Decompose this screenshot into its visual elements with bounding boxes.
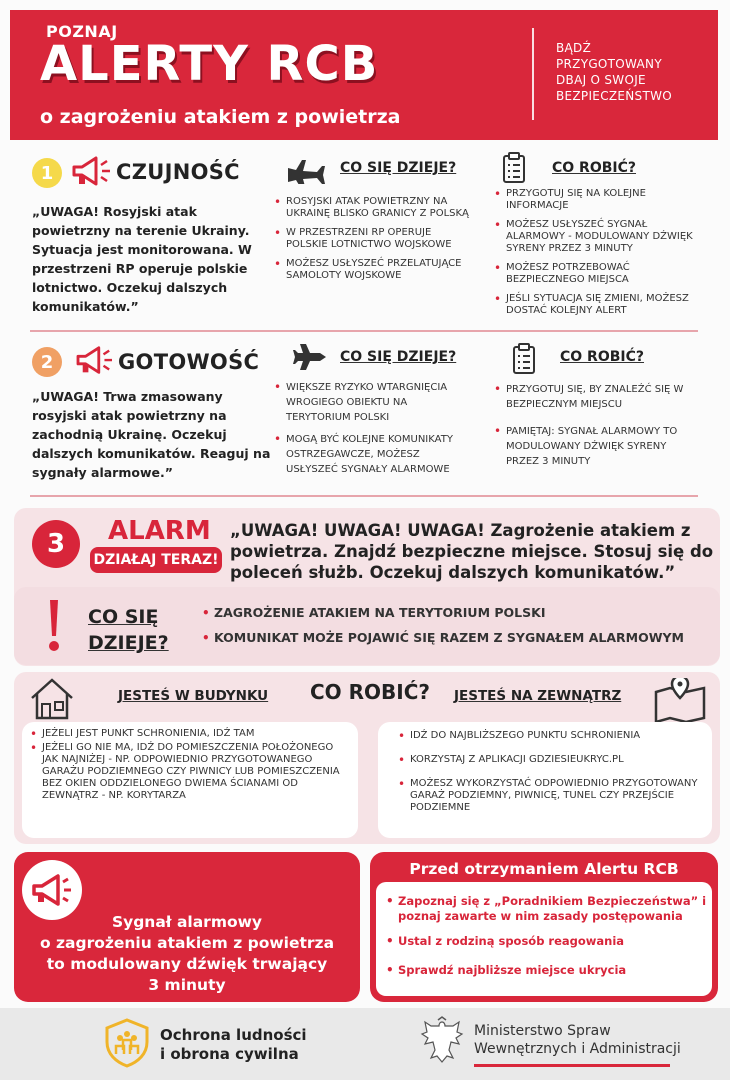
- header-subtitle: o zagrożeniu atakiem z powietrza: [40, 106, 401, 128]
- ministry-name: [474, 1022, 681, 1058]
- civil-protection-name: [160, 1026, 307, 1064]
- level3-what-heading: [88, 604, 169, 656]
- megaphone-icon: [74, 344, 116, 378]
- civil-protection-logo-icon: [104, 1018, 150, 1068]
- footer-line: Ochrona ludności: [160, 1026, 307, 1044]
- airplane-icon: [286, 156, 332, 184]
- signal-line: 3 minuty: [148, 976, 226, 994]
- signal-line: o zagrożeniu atakiem z powietrza: [39, 934, 335, 952]
- level2-what-list: [272, 380, 472, 484]
- list-item: • MOŻESZ USŁYSZEĆ PRZELATUJĄCE SAMOLOTY WOJSKOWE: [272, 258, 472, 282]
- ministry-underline: [474, 1064, 670, 1067]
- level1-what-heading: CO SIĘ DZIEJE?: [340, 160, 457, 176]
- clipboard-icon: [502, 152, 526, 184]
- header-divider: [532, 28, 534, 120]
- list-item: • JEŚLI SYTUACJA SIĘ ZMIENI, MOŻESZ DOSTAĆ KOLEJNY ALERT: [492, 293, 702, 317]
- level3-number: 3: [32, 520, 80, 568]
- section-divider: [30, 330, 698, 332]
- list-item: • PRZYGOTUJ SIĘ, BY ZNALEŹĆ SIĘ W BEZPIECZNYM MIEJSCU: [492, 382, 702, 412]
- section-divider: [30, 495, 698, 497]
- level3-name: ALARM: [108, 516, 211, 546]
- list-item: • MOGĄ BYĆ KOLEJNE KOMUNIKATY OSTRZEGAWCZE, MOŻESZ USŁYSZEĆ SYGNAŁY ALARMOWE: [272, 432, 472, 477]
- list-item: • ROSYJSKI ATAK POWIETRZNY NA UKRAINĘ BLISKO GRANICY Z POLSKĄ: [272, 196, 472, 220]
- list-item: • IDŹ DO NAJBLIŻSZEGO PUNKTU SCHRONIENIA: [396, 730, 706, 742]
- act-now-badge: DZIAŁAJ TERAZ!: [90, 547, 222, 573]
- level1-number: 1: [32, 158, 62, 188]
- header-tagline: [556, 40, 672, 104]
- level3-quote: „UWAGA! UWAGA! UWAGA! Zagrożenie atakiem z powietrza. Znajdź bezpieczne miejsce. Stosuj się do poleceń służb. Oczekuj dalszych komunikatów.”: [230, 521, 714, 582]
- tagline-line: DBAJ O SWOJE: [556, 73, 646, 87]
- megaphone-icon: [70, 154, 114, 190]
- before-alert-list: [384, 894, 712, 985]
- signal-line: Sygnał alarmowy: [111, 913, 263, 931]
- list-item: • KOMUNIKAT MOŻE POJAWIĆ SIĘ RAZEM Z SYGNAŁEM ALARMOWYM: [200, 630, 710, 646]
- tagline-line: BEZPIECZEŃSTWO: [556, 89, 673, 103]
- inside-list: [28, 728, 348, 809]
- eagle-emblem-icon: [420, 1016, 464, 1066]
- heading-line: DZIEJE?: [88, 632, 169, 654]
- inside-heading: JESTEŚ W BUDYNKU: [118, 688, 269, 704]
- exclamation-icon: [44, 598, 64, 654]
- list-item: • MOŻESZ WYKORZYSTAĆ ODPOWIEDNIO PRZYGOTOWANY GARAŻ PODZIEMNY, PIWNICĘ, TUNEL CZY PRZEJŚCIE PODZIEMNE: [396, 778, 706, 814]
- footer-line: Ministerstwo Spraw: [474, 1023, 611, 1039]
- tagline-line: PRZYGOTOWANY: [556, 57, 662, 71]
- level2-do-heading: CO ROBIĆ?: [560, 349, 645, 365]
- level1-name: CZUJNOŚĆ: [116, 160, 240, 184]
- header-title: ALERTY RCB: [40, 36, 379, 92]
- list-item: • Zapoznaj się z „Poradnikiem Bezpieczeństwa” i poznaj zawarte w nim zasady postępowania: [384, 894, 712, 924]
- level1-do-heading: CO ROBIĆ?: [552, 160, 637, 176]
- level2-do-list: [492, 382, 702, 476]
- map-pin-icon: [652, 678, 708, 722]
- outside-list: [396, 730, 706, 821]
- list-item: • Ustal z rodziną sposób reagowania: [384, 934, 712, 949]
- level2-what-heading: CO SIĘ DZIEJE?: [340, 349, 457, 365]
- level1-do-list: [492, 188, 702, 324]
- list-item: • JEŻELI JEST PUNKT SCHRONIENIA, IDŹ TAM: [28, 728, 348, 740]
- list-item: • PAMIĘTAJ: SYGNAŁ ALARMOWY TO MODULOWANY DŹWIĘK SYRENY PRZEZ 3 MINUTY: [492, 424, 702, 469]
- house-icon: [28, 676, 76, 720]
- list-item: • MOŻESZ USŁYSZEĆ SYGNAŁ ALARMOWY - MODULOWANY DŹWIĘK SYRENY PRZEZ 3 MINUTY: [492, 219, 702, 255]
- level2-name: GOTOWOŚĆ: [118, 350, 260, 374]
- list-item: • JEŻELI GO NIE MA, IDŹ DO POMIESZCZENIA POŁOŻONEGO JAK NAJNIŻEJ - NP. ODPOWIEDNIO PRZYGOTOWANEGO GARAŻU PODZIEMNEGO CZY PIWNICY LUB POMIESZCZENIA BEZ OKIEN ODDZIELONEGO DWIEMA ŚCIANAMI OD ZEWNĄTRZ - NP. KORYTARZA: [28, 742, 348, 802]
- footer-line: Wewnętrznych i Administracji: [474, 1041, 681, 1057]
- outside-heading: JESTEŚ NA ZEWNĄTRZ: [454, 688, 622, 704]
- signal-line: to modulowany dźwięk trwający: [46, 955, 328, 973]
- list-item: • ZAGROŻENIE ATAKIEM NA TERYTORIUM POLSKI: [200, 605, 710, 621]
- level3-what-list: [200, 605, 710, 653]
- list-item: • WIĘKSZE RYZYKO WTARGNIĘCIA WROGIEGO OBIEKTU NA TERYTORIUM POLSKI: [272, 380, 472, 425]
- megaphone-icon: [22, 860, 82, 920]
- header-kicker: POZNAJ: [46, 22, 118, 41]
- before-alert-title: Przed otrzymaniem Alertu RCB: [409, 860, 679, 878]
- header-banner: [10, 10, 718, 140]
- drone-icon: [292, 340, 328, 374]
- list-item: • KORZYSTAJ Z APLIKACJI GDZIESIEUKRYC.PL: [396, 754, 706, 766]
- tagline-line: BĄDŹ: [556, 41, 592, 55]
- list-item: • PRZYGOTUJ SIĘ NA KOLEJNE INFORMACJE: [492, 188, 702, 212]
- level1-quote: „UWAGA! Rosyjski atak powietrzny na terenie Ukrainy. Sytuacja jest monitorowana. W przestrzeni RP operuje polskie lotnictwo. Oczekuj dalszych komunikatów.”: [32, 204, 252, 314]
- list-item: • W PRZESTRZENI RP OPERUJE POLSKIE LOTNICTWO WOJSKOWE: [272, 227, 472, 251]
- footer-line: i obrona cywilna: [160, 1045, 299, 1063]
- level1-what-list: [272, 196, 472, 289]
- alarm-signal-text: [18, 912, 356, 996]
- heading-line: CO SIĘ: [88, 606, 159, 628]
- what-to-do-title: CO ROBIĆ?: [310, 680, 431, 704]
- list-item: • Sprawdź najbliższe miejsce ukrycia: [384, 963, 712, 978]
- clipboard-icon: [512, 343, 536, 375]
- list-item: • MOŻESZ POTRZEBOWAĆ BEZPIECZNEGO MIEJSCA: [492, 262, 702, 286]
- level2-number: 2: [32, 347, 62, 377]
- siren-badge: [22, 860, 82, 920]
- level2-quote: „UWAGA! Trwa zmasowany rosyjski atak powietrzny na zachodnią Ukrainę. Oczekuj dalszych komunikatów. Reaguj na sygnały alarmowe.”: [32, 389, 271, 480]
